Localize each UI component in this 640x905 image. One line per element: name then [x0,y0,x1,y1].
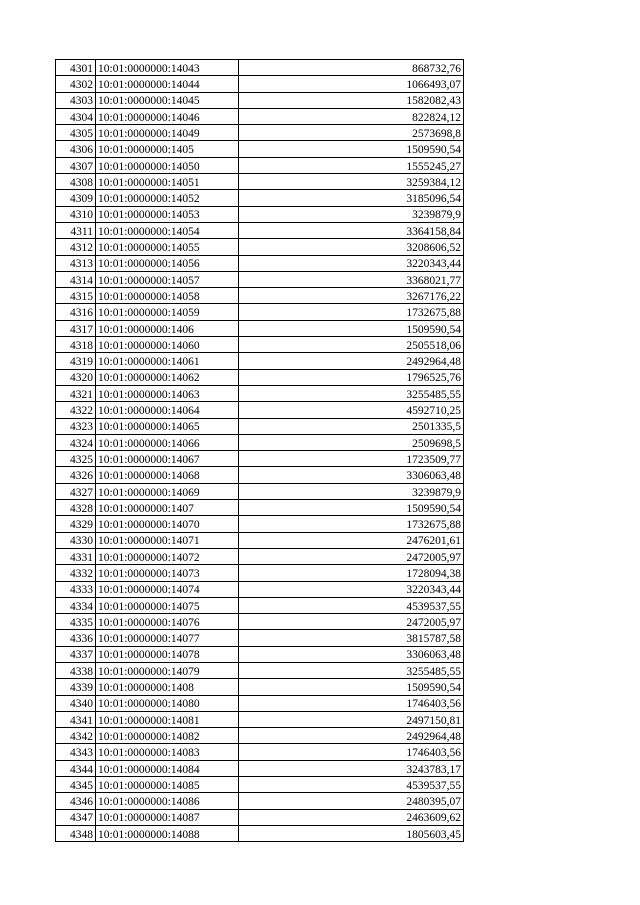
table-row [56,793,464,809]
row-number-cell: 4345 [56,777,96,793]
row-number-cell: 4312 [56,239,96,255]
value-cell: 3259384,12 [239,174,464,190]
row-number-cell: 4303 [56,92,96,108]
value-cell: 2480395,07 [239,793,464,809]
row-number-cell: 4335 [56,614,96,630]
table-row [56,60,464,76]
value-cell: 2492964,48 [239,353,464,369]
row-number-cell: 4326 [56,467,96,483]
value-cell: 3306063,48 [239,467,464,483]
cadastral-number-cell: 10:01:0000000:14046 [96,108,239,124]
row-number-cell: 4327 [56,483,96,499]
value-cell: 3255485,55 [239,385,464,401]
table-row [56,337,464,353]
cadastral-number-cell: 10:01:0000000:14071 [96,532,239,548]
table-row [56,711,464,727]
value-cell: 1796525,76 [239,369,464,385]
value-cell: 3364158,84 [239,222,464,238]
value-cell: 3239879,9 [239,206,464,222]
value-cell: 2497150,81 [239,711,464,727]
cadastral-number-cell: 10:01:0000000:14072 [96,548,239,564]
cadastral-number-cell: 10:01:0000000:14084 [96,760,239,776]
table-row [56,255,464,271]
row-number-cell: 4339 [56,679,96,695]
row-number-cell: 4332 [56,565,96,581]
cadastral-number-cell: 10:01:0000000:14076 [96,614,239,630]
cadastral-number-cell: 10:01:0000000:14077 [96,630,239,646]
value-cell: 3368021,77 [239,271,464,287]
row-number-cell: 4334 [56,597,96,613]
row-number-cell: 4331 [56,548,96,564]
cadastral-number-cell: 10:01:0000000:14045 [96,92,239,108]
row-number-cell: 4346 [56,793,96,809]
table-row [56,614,464,630]
value-cell: 2472005,97 [239,548,464,564]
value-cell: 3815787,58 [239,630,464,646]
table-row [56,402,464,418]
value-cell: 1066493,07 [239,76,464,92]
cadastral-number-cell: 10:01:0000000:14056 [96,255,239,271]
table-row [56,108,464,124]
cadastral-number-cell: 10:01:0000000:14083 [96,744,239,760]
table-row [56,206,464,222]
table-body [56,60,464,842]
table-row [56,190,464,206]
table-row [56,353,464,369]
table-row [56,434,464,450]
row-number-cell: 4315 [56,288,96,304]
table-row [56,809,464,825]
cadastral-number-cell: 10:01:0000000:14061 [96,353,239,369]
row-number-cell: 4324 [56,434,96,450]
row-number-cell: 4347 [56,809,96,825]
table-row [56,483,464,499]
cadastral-number-cell: 10:01:0000000:14070 [96,516,239,532]
value-cell: 1509590,54 [239,320,464,336]
row-number-cell: 4336 [56,630,96,646]
cadastral-number-cell: 10:01:0000000:14057 [96,271,239,287]
cadastral-number-cell: 10:01:0000000:14075 [96,597,239,613]
row-number-cell: 4309 [56,190,96,206]
cadastral-number-cell: 10:01:0000000:14081 [96,711,239,727]
row-number-cell: 4340 [56,695,96,711]
value-cell: 3267176,22 [239,288,464,304]
cadastral-number-cell: 10:01:0000000:14060 [96,337,239,353]
table-row [56,320,464,336]
row-number-cell: 4308 [56,174,96,190]
value-cell: 2505518,06 [239,337,464,353]
value-cell: 2463609,62 [239,809,464,825]
cadastral-number-cell: 10:01:0000000:1405 [96,141,239,157]
row-number-cell: 4307 [56,157,96,173]
table-row [56,141,464,157]
value-cell: 3243783,17 [239,760,464,776]
value-cell: 1555245,27 [239,157,464,173]
table-row [56,451,464,467]
row-number-cell: 4333 [56,581,96,597]
table-row [56,418,464,434]
table-row [56,271,464,287]
table-row [56,516,464,532]
table-row [56,92,464,108]
table-row [56,76,464,92]
row-number-cell: 4311 [56,222,96,238]
value-cell: 3255485,55 [239,662,464,678]
cadastral-number-cell: 10:01:0000000:14050 [96,157,239,173]
value-cell: 868732,76 [239,60,464,76]
table-row [56,581,464,597]
table-row [56,825,464,841]
table-row [56,239,464,255]
row-number-cell: 4322 [56,402,96,418]
cadastral-number-cell: 10:01:0000000:14053 [96,206,239,222]
row-number-cell: 4337 [56,646,96,662]
row-number-cell: 4319 [56,353,96,369]
cadastral-number-cell: 10:01:0000000:14085 [96,777,239,793]
table-row [56,695,464,711]
cadastral-number-cell: 10:01:0000000:14043 [96,60,239,76]
table-row [56,728,464,744]
row-number-cell: 4328 [56,500,96,516]
table-row [56,125,464,141]
row-number-cell: 4316 [56,304,96,320]
value-cell: 2501335,5 [239,418,464,434]
value-cell: 1723509,77 [239,451,464,467]
value-cell: 1509590,54 [239,500,464,516]
value-cell: 4539537,55 [239,597,464,613]
cadastral-number-cell: 10:01:0000000:14062 [96,369,239,385]
value-cell: 4539537,55 [239,777,464,793]
cadastral-number-cell: 10:01:0000000:1406 [96,320,239,336]
table-row [56,565,464,581]
value-cell: 1582082,43 [239,92,464,108]
row-number-cell: 4302 [56,76,96,92]
table-row [56,369,464,385]
table-row [56,157,464,173]
row-number-cell: 4338 [56,662,96,678]
row-number-cell: 4342 [56,728,96,744]
table-row [56,630,464,646]
cadastral-number-cell: 10:01:0000000:14082 [96,728,239,744]
cadastral-number-cell: 10:01:0000000:14086 [96,793,239,809]
cadastral-number-cell: 10:01:0000000:14079 [96,662,239,678]
table-row [56,679,464,695]
value-cell: 2476201,61 [239,532,464,548]
row-number-cell: 4301 [56,60,96,76]
cadastral-number-cell: 10:01:0000000:14066 [96,434,239,450]
cadastral-number-cell: 10:01:0000000:14058 [96,288,239,304]
table-row [56,304,464,320]
value-cell: 1746403,56 [239,695,464,711]
table-row [56,760,464,776]
row-number-cell: 4325 [56,451,96,467]
value-cell: 4592710,25 [239,402,464,418]
cadastral-number-cell: 10:01:0000000:14067 [96,451,239,467]
cadastral-number-cell: 10:01:0000000:1407 [96,500,239,516]
cadastral-number-cell: 10:01:0000000:14055 [96,239,239,255]
row-number-cell: 4314 [56,271,96,287]
row-number-cell: 4306 [56,141,96,157]
row-number-cell: 4310 [56,206,96,222]
cadastral-number-cell: 10:01:0000000:14064 [96,402,239,418]
value-cell: 1732675,88 [239,516,464,532]
value-cell: 1732675,88 [239,304,464,320]
row-number-cell: 4341 [56,711,96,727]
table-row [56,744,464,760]
table-row [56,597,464,613]
cadastral-number-cell: 10:01:0000000:14068 [96,467,239,483]
table-row [56,646,464,662]
value-cell: 1509590,54 [239,679,464,695]
value-cell: 1746403,56 [239,744,464,760]
row-number-cell: 4313 [56,255,96,271]
cadastral-number-cell: 10:01:0000000:14054 [96,222,239,238]
row-number-cell: 4323 [56,418,96,434]
table-row [56,385,464,401]
cadastral-number-cell: 10:01:0000000:14065 [96,418,239,434]
row-number-cell: 4304 [56,108,96,124]
value-cell: 3185096,54 [239,190,464,206]
cadastral-number-cell: 10:01:0000000:14051 [96,174,239,190]
row-number-cell: 4330 [56,532,96,548]
cadastral-number-cell: 10:01:0000000:14049 [96,125,239,141]
row-number-cell: 4348 [56,825,96,841]
value-cell: 822824,12 [239,108,464,124]
row-number-cell: 4321 [56,385,96,401]
row-number-cell: 4344 [56,760,96,776]
cadastral-number-cell: 10:01:0000000:14063 [96,385,239,401]
table-row [56,288,464,304]
value-cell: 2492964,48 [239,728,464,744]
cadastral-number-cell: 10:01:0000000:1408 [96,679,239,695]
row-number-cell: 4317 [56,320,96,336]
cadastral-number-cell: 10:01:0000000:14080 [96,695,239,711]
cadastral-number-cell: 10:01:0000000:14088 [96,825,239,841]
value-cell: 2509698,5 [239,434,464,450]
table-row [56,532,464,548]
row-number-cell: 4329 [56,516,96,532]
table-row [56,467,464,483]
row-number-cell: 4320 [56,369,96,385]
cadastral-number-cell: 10:01:0000000:14078 [96,646,239,662]
value-cell: 2573698,8 [239,125,464,141]
cadastral-number-cell: 10:01:0000000:14069 [96,483,239,499]
row-number-cell: 4305 [56,125,96,141]
table-row [56,500,464,516]
table-row [56,174,464,190]
cadastral-number-cell: 10:01:0000000:14059 [96,304,239,320]
value-cell: 1509590,54 [239,141,464,157]
row-number-cell: 4318 [56,337,96,353]
data-table [55,59,464,842]
cadastral-number-cell: 10:01:0000000:14087 [96,809,239,825]
table-row [56,548,464,564]
table-row [56,777,464,793]
cadastral-number-cell: 10:01:0000000:14074 [96,581,239,597]
value-cell: 3220343,44 [239,255,464,271]
row-number-cell: 4343 [56,744,96,760]
cadastral-number-cell: 10:01:0000000:14044 [96,76,239,92]
value-cell: 3208606,52 [239,239,464,255]
cadastral-number-cell: 10:01:0000000:14052 [96,190,239,206]
value-cell: 2472005,97 [239,614,464,630]
table-row [56,222,464,238]
value-cell: 1805603,45 [239,825,464,841]
value-cell: 3306063,48 [239,646,464,662]
value-cell: 3239879,9 [239,483,464,499]
cadastral-number-cell: 10:01:0000000:14073 [96,565,239,581]
value-cell: 3220343,44 [239,581,464,597]
table-row [56,662,464,678]
value-cell: 1728094,38 [239,565,464,581]
